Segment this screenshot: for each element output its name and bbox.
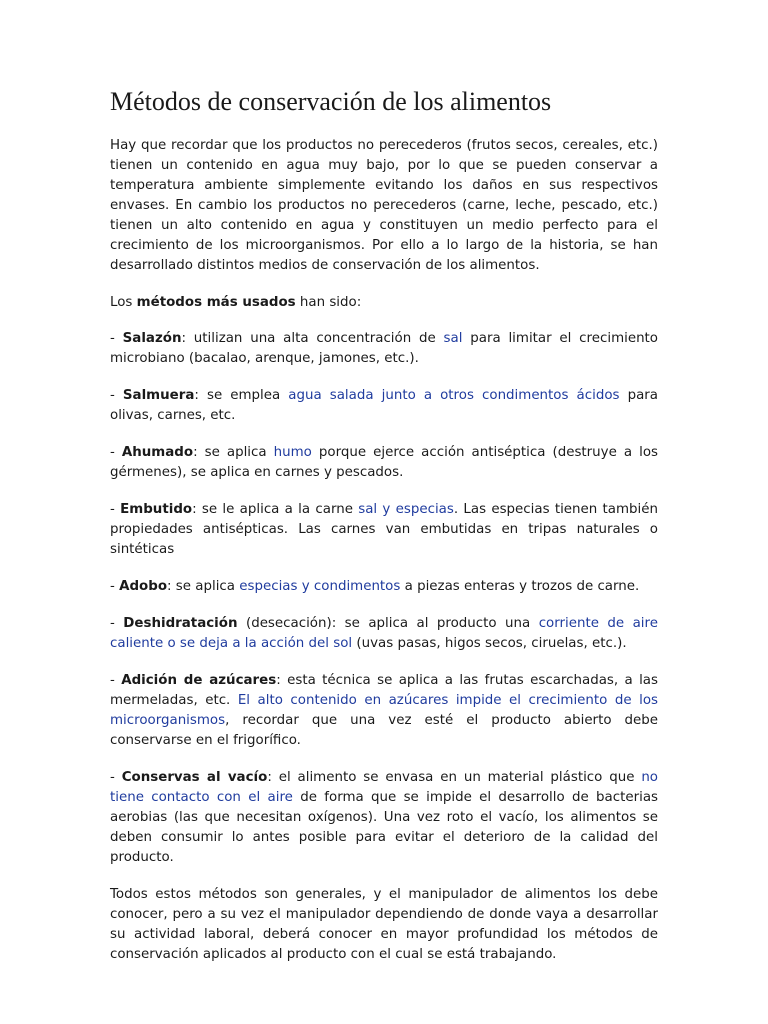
method-dash: - xyxy=(110,673,122,688)
methods-lead-before: Los xyxy=(110,295,137,310)
document-page xyxy=(110,82,658,982)
method-name: Salmuera xyxy=(122,388,195,403)
method-text: : se aplica xyxy=(193,445,274,460)
method-name: Adobo xyxy=(119,579,168,594)
method-text: : se le aplica a la carne xyxy=(192,502,359,517)
intro-paragraph: Hay que recordar que los productos no perecederos (frutos secos, cereales, etc.) tienen un contenido en agua muy bajo, por lo que se pueden conservar a temperatura ambiente simplemente evitando los daños en sus respectivos envases. En cambio los productos no perecederos (carne, leche, pescado, etc.) tienen un alto contenido en agua y constituyen un medio perfecto para el crecimiento de los microorganismos. Por ello a lo largo de la historia, se han desarrollado distintos medios de conservación de los alimentos. xyxy=(110,138,658,273)
method-ahumado xyxy=(110,443,658,483)
method-embutido xyxy=(110,500,658,560)
method-adobo xyxy=(110,577,658,597)
method-text: (desecación): se aplica al producto una xyxy=(237,616,539,631)
method-highlight: agua salada junto a otros condimentos ácidos xyxy=(288,388,620,403)
method-text: para olivas, carnes, etc. xyxy=(110,388,658,423)
method-dash: - xyxy=(110,331,123,346)
method-text: : se aplica xyxy=(167,579,240,594)
method-text: de forma que se impide el desarrollo de bacterias aerobias (las que necesitan oxígenos). Una vez roto el vacío, los alimentos se deben consumir lo antes posible para evitar el deterioro de la calidad del producto. xyxy=(110,790,659,865)
method-dash: - xyxy=(110,579,120,594)
method-name: Embutido xyxy=(120,502,193,517)
methods-lead xyxy=(110,293,658,313)
method-deshidratacion xyxy=(110,614,658,654)
method-text: a piezas enteras y trozos de carne. xyxy=(400,579,640,594)
method-text: , recordar que una vez esté el producto abierto debe conservarse en el frigorífico. xyxy=(110,713,658,748)
method-text: : esta técnica se aplica a las frutas escarchadas, a las mermeladas, etc. xyxy=(110,673,658,708)
method-highlight: humo xyxy=(273,445,312,460)
method-text: : el alimento se envasa en un material plástico que xyxy=(267,770,642,785)
method-dash: - xyxy=(110,445,122,460)
method-dash: - xyxy=(110,616,124,631)
methods-lead-after: han sido: xyxy=(295,295,362,310)
document-title: Métodos de conservación de los alimentos xyxy=(110,87,552,116)
method-name: Ahumado xyxy=(121,445,194,460)
method-salmuera xyxy=(110,386,658,426)
method-text: (uvas pasas, higos secos, ciruelas, etc.). xyxy=(352,636,627,651)
method-highlight: sal xyxy=(443,331,463,346)
method-text: : utilizan una alta concentración de xyxy=(181,331,444,346)
method-name: Deshidratación xyxy=(123,616,238,631)
conclusion-paragraph: Todos estos métodos son generales, y el manipulador de alimentos los debe conocer, pero a su vez el manipulador dependiendo de donde vaya a desarrollar su actividad laboral, deberá conocer en mayor profundidad los métodos de conservación aplicados al producto con el cual se está trabajando. xyxy=(110,887,658,962)
method-text: . Las especias tienen también propiedades antisépticas. Las carnes van embutidas en tripas naturales o sintéticas xyxy=(110,502,658,557)
method-salazon xyxy=(110,329,658,369)
method-highlight: no tiene contacto con el aire xyxy=(110,770,658,805)
method-adicion-azucares xyxy=(110,671,658,751)
method-dash: - xyxy=(110,388,123,403)
method-conservas-vacio xyxy=(110,768,658,868)
method-highlight: sal y especias xyxy=(358,502,454,517)
method-name: Adición de azúcares xyxy=(121,673,277,688)
method-text: : se emplea xyxy=(194,388,289,403)
method-highlight: El alto contenido en azúcares impide el crecimiento de los microorganismos xyxy=(110,693,658,728)
method-dash: - xyxy=(110,502,121,517)
method-name: Conservas al vacío xyxy=(121,770,268,785)
method-name: Salazón xyxy=(122,331,182,346)
method-text: porque ejerce acción antiséptica (destruye a los gérmenes), se aplica en carnes y pescados. xyxy=(110,445,658,480)
method-highlight: especias y condimentos xyxy=(239,579,401,594)
method-dash: - xyxy=(110,770,122,785)
methods-lead-bold: métodos más usados xyxy=(136,295,296,310)
method-highlight: corriente de aire caliente o se deja a la acción del sol xyxy=(110,616,658,651)
method-text: para limitar el crecimiento microbiano (bacalao, arenque, jamones, etc.). xyxy=(110,331,659,366)
